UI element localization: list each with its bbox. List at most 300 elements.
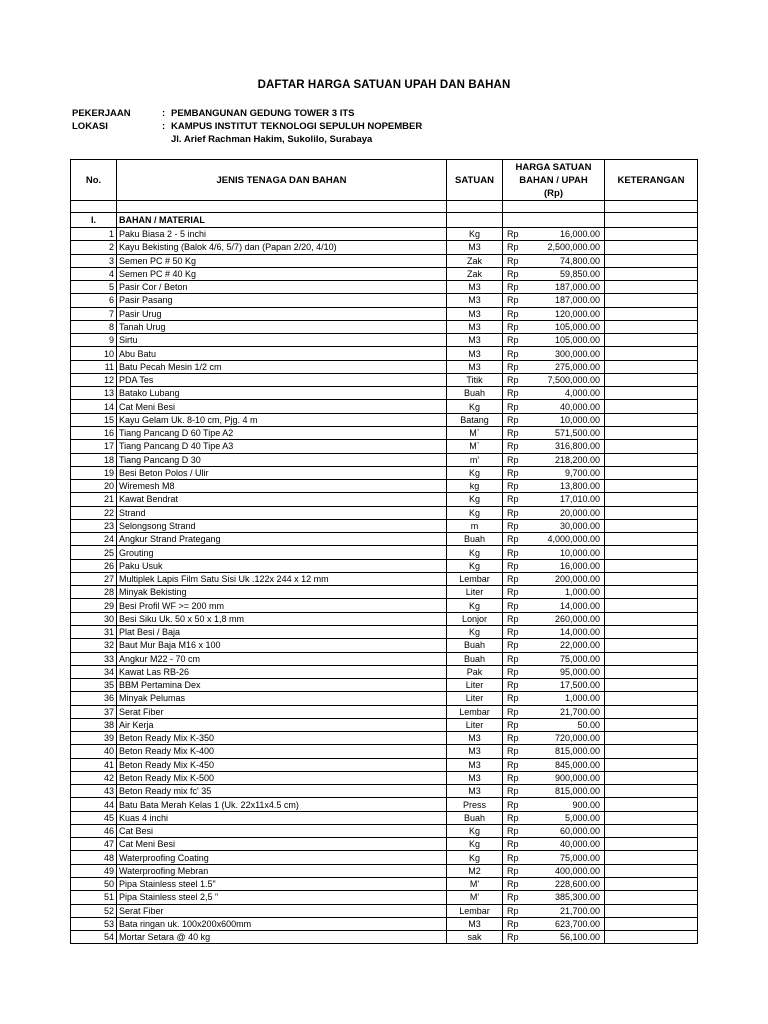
row-price: 17,010.00	[559, 494, 600, 505]
row-currency: Rp	[507, 680, 519, 691]
row-harga	[503, 320, 605, 333]
row-currency: Rp	[507, 865, 519, 876]
row-item: Minyak Pelumas	[117, 692, 447, 705]
table-row	[71, 559, 698, 572]
row-satuan: Liter	[447, 586, 503, 599]
row-price: 900.00	[572, 799, 600, 810]
row-currency: Rp	[507, 640, 519, 651]
table-row	[71, 878, 698, 891]
row-currency: Rp	[507, 229, 519, 240]
row-satuan: Pak	[447, 665, 503, 678]
row-currency: Rp	[507, 693, 519, 704]
table-header-row	[71, 160, 698, 201]
row-harga	[503, 347, 605, 360]
pekerjaan-line	[72, 108, 355, 119]
row-item: Kawat Las RB-26	[117, 665, 447, 678]
row-harga	[503, 228, 605, 241]
row-no: 39	[71, 732, 117, 745]
row-price: 385,300.00	[554, 892, 600, 903]
header-satuan: SATUAN	[447, 160, 503, 201]
row-currency: Rp	[507, 454, 519, 465]
row-no: 5	[71, 281, 117, 294]
row-price: 623,700.00	[554, 918, 600, 929]
row-no: 41	[71, 758, 117, 771]
row-harga	[503, 692, 605, 705]
table-row	[71, 824, 698, 837]
lokasi-colon: :	[162, 121, 166, 132]
row-item: Beton Ready Mix K-400	[117, 745, 447, 758]
table-row	[71, 387, 698, 400]
row-keterangan	[605, 466, 698, 479]
row-keterangan	[605, 665, 698, 678]
row-satuan: Kg	[447, 466, 503, 479]
row-satuan: Kg	[447, 851, 503, 864]
row-item: Bata ringan uk. 100x200x600mm	[117, 917, 447, 930]
row-currency: Rp	[507, 918, 519, 929]
section-row	[71, 213, 698, 228]
row-price: 720,000.00	[554, 733, 600, 744]
row-price: 56,100.00	[559, 932, 600, 943]
row-satuan: m'	[447, 453, 503, 466]
row-keterangan	[605, 453, 698, 466]
row-harga	[503, 241, 605, 254]
row-no: 22	[71, 506, 117, 519]
table-row	[71, 453, 698, 466]
row-currency: Rp	[507, 746, 519, 757]
row-item: Pipa Stainless steel 2,5 "	[117, 891, 447, 904]
row-keterangan	[605, 373, 698, 386]
row-harga	[503, 387, 605, 400]
row-currency: Rp	[507, 719, 519, 730]
row-price: 9,700.00	[564, 467, 600, 478]
row-currency: Rp	[507, 839, 519, 850]
row-keterangan	[605, 387, 698, 400]
row-keterangan	[605, 572, 698, 585]
row-item: Cat Besi	[117, 824, 447, 837]
row-no: 40	[71, 745, 117, 758]
row-currency: Rp	[507, 242, 519, 253]
row-no: 47	[71, 838, 117, 851]
row-harga	[503, 811, 605, 824]
row-currency: Rp	[507, 401, 519, 412]
row-satuan: Kg	[447, 625, 503, 638]
row-currency: Rp	[507, 826, 519, 837]
row-harga	[503, 718, 605, 731]
row-price: 50.00	[577, 719, 600, 730]
row-keterangan	[605, 228, 698, 241]
table-row	[71, 413, 698, 426]
table-row	[71, 241, 698, 254]
row-currency: Rp	[507, 335, 519, 346]
row-keterangan	[605, 785, 698, 798]
row-satuan: Buah	[447, 387, 503, 400]
row-currency: Rp	[507, 321, 519, 332]
row-no: 54	[71, 931, 117, 944]
row-currency: Rp	[507, 812, 519, 823]
table-row	[71, 705, 698, 718]
row-price: 13,800.00	[559, 481, 600, 492]
header-harga-line2: BAHAN / UPAH	[519, 174, 588, 186]
row-no: 8	[71, 320, 117, 333]
row-price: 260,000.00	[554, 613, 600, 624]
row-price: 5,000.00	[564, 812, 600, 823]
row-price: 815,000.00	[554, 786, 600, 797]
row-no: 2	[71, 241, 117, 254]
row-keterangan	[605, 771, 698, 784]
row-price: 14,000.00	[559, 600, 600, 611]
row-currency: Rp	[507, 759, 519, 770]
row-satuan: Liter	[447, 679, 503, 692]
row-keterangan	[605, 413, 698, 426]
row-price: 120,000.00	[554, 308, 600, 319]
row-keterangan	[605, 732, 698, 745]
row-price: 900,000.00	[554, 773, 600, 784]
row-item: Baut Mur Baja M16 x 100	[117, 639, 447, 652]
row-keterangan	[605, 586, 698, 599]
row-satuan: Buah	[447, 811, 503, 824]
row-keterangan	[605, 267, 698, 280]
row-price: 40,000.00	[559, 839, 600, 850]
row-keterangan	[605, 931, 698, 944]
row-keterangan	[605, 294, 698, 307]
table-row	[71, 665, 698, 678]
table-row	[71, 652, 698, 665]
row-currency: Rp	[507, 494, 519, 505]
row-no: 34	[71, 665, 117, 678]
row-harga	[503, 771, 605, 784]
row-keterangan	[605, 917, 698, 930]
row-satuan: M3	[447, 294, 503, 307]
row-keterangan	[605, 426, 698, 439]
row-harga	[503, 572, 605, 585]
table-row	[71, 228, 698, 241]
row-currency: Rp	[507, 879, 519, 890]
row-satuan: Lembar	[447, 705, 503, 718]
row-currency: Rp	[507, 534, 519, 545]
row-keterangan	[605, 480, 698, 493]
row-price: 2,500,000.00	[547, 242, 600, 253]
row-item: Abu Batu	[117, 347, 447, 360]
row-price: 30,000.00	[559, 520, 600, 531]
row-currency: Rp	[507, 613, 519, 624]
row-keterangan	[605, 506, 698, 519]
row-currency: Rp	[507, 308, 519, 319]
row-harga	[503, 466, 605, 479]
row-price: 16,000.00	[559, 560, 600, 571]
table-row	[71, 758, 698, 771]
row-satuan: M3	[447, 758, 503, 771]
row-keterangan	[605, 254, 698, 267]
row-harga	[503, 665, 605, 678]
row-price: 10,000.00	[559, 547, 600, 558]
row-satuan: M`	[447, 426, 503, 439]
row-keterangan	[605, 851, 698, 864]
row-item: Cat Meni Besi	[117, 400, 447, 413]
row-keterangan	[605, 838, 698, 851]
row-satuan: M3	[447, 241, 503, 254]
row-item: Minyak Bekisting	[117, 586, 447, 599]
row-harga	[503, 639, 605, 652]
row-price: 4,000,000.00	[547, 534, 600, 545]
row-no: 6	[71, 294, 117, 307]
row-currency: Rp	[507, 268, 519, 279]
table-row	[71, 904, 698, 917]
row-price: 75,000.00	[559, 852, 600, 863]
row-currency: Rp	[507, 348, 519, 359]
row-satuan: Titik	[447, 373, 503, 386]
row-price: 14,000.00	[559, 627, 600, 638]
row-harga	[503, 798, 605, 811]
row-satuan: M3	[447, 334, 503, 347]
row-satuan: Kg	[447, 599, 503, 612]
row-currency: Rp	[507, 574, 519, 585]
row-currency: Rp	[507, 733, 519, 744]
row-no: 51	[71, 891, 117, 904]
row-no: 26	[71, 559, 117, 572]
row-item: Beton Ready mix fc' 35	[117, 785, 447, 798]
row-no: 37	[71, 705, 117, 718]
row-item: Batu Pecah Mesin 1/2 cm	[117, 360, 447, 373]
row-harga	[503, 625, 605, 638]
row-no: 15	[71, 413, 117, 426]
row-no: 45	[71, 811, 117, 824]
row-item: Multiplek Lapis Film Satu Sisi Uk .122x 244 x 12 mm	[117, 572, 447, 585]
table-row	[71, 493, 698, 506]
row-keterangan	[605, 559, 698, 572]
row-satuan: M2	[447, 864, 503, 877]
table-row	[71, 347, 698, 360]
row-satuan: Buah	[447, 639, 503, 652]
row-satuan: Kg	[447, 228, 503, 241]
row-currency: Rp	[507, 600, 519, 611]
table-row	[71, 440, 698, 453]
row-currency: Rp	[507, 428, 519, 439]
row-price: 17,500.00	[559, 680, 600, 691]
table-row	[71, 745, 698, 758]
row-price: 21,700.00	[559, 706, 600, 717]
row-satuan: M'	[447, 891, 503, 904]
row-harga	[503, 294, 605, 307]
row-no: 27	[71, 572, 117, 585]
row-no: 53	[71, 917, 117, 930]
row-item: Tiang Pancang D 40 Tipe A3	[117, 440, 447, 453]
table-row	[71, 864, 698, 877]
row-currency: Rp	[507, 905, 519, 916]
row-harga	[503, 400, 605, 413]
row-harga	[503, 824, 605, 837]
price-table	[70, 159, 698, 944]
section-label: BAHAN / MATERIAL	[117, 213, 447, 228]
row-keterangan	[605, 400, 698, 413]
row-item: Kawat Bendrat	[117, 493, 447, 506]
row-satuan: M3	[447, 320, 503, 333]
header-harga-line1: HARGA SATUAN	[515, 161, 592, 173]
row-satuan: Lembar	[447, 572, 503, 585]
table-row	[71, 519, 698, 532]
row-harga	[503, 413, 605, 426]
row-item: Batako Lubang	[117, 387, 447, 400]
row-satuan: m	[447, 519, 503, 532]
row-no: 16	[71, 426, 117, 439]
row-currency: Rp	[507, 282, 519, 293]
pekerjaan-label: PEKERJAAN	[72, 108, 131, 119]
row-keterangan	[605, 612, 698, 625]
row-harga	[503, 586, 605, 599]
row-item: PDA Tes	[117, 373, 447, 386]
row-harga	[503, 440, 605, 453]
row-satuan: Buah	[447, 652, 503, 665]
row-harga	[503, 254, 605, 267]
table-row	[71, 506, 698, 519]
row-currency: Rp	[507, 773, 519, 784]
row-harga	[503, 652, 605, 665]
row-currency: Rp	[507, 587, 519, 598]
table-row	[71, 599, 698, 612]
pekerjaan-value: PEMBANGUNAN GEDUNG TOWER 3 ITS	[171, 108, 355, 119]
row-currency: Rp	[507, 255, 519, 266]
row-item: Semen PC # 40 Kg	[117, 267, 447, 280]
row-price: 400,000.00	[554, 865, 600, 876]
row-item: Air Kerja	[117, 718, 447, 731]
row-item: Paku Usuk	[117, 559, 447, 572]
row-satuan: Lonjor	[447, 612, 503, 625]
row-harga	[503, 878, 605, 891]
row-satuan: M'	[447, 878, 503, 891]
row-harga	[503, 917, 605, 930]
row-currency: Rp	[507, 799, 519, 810]
row-price: 228,600.00	[554, 879, 600, 890]
row-no: 48	[71, 851, 117, 864]
header-jenis: JENIS TENAGA DAN BAHAN	[117, 160, 447, 201]
row-no: 46	[71, 824, 117, 837]
row-price: 815,000.00	[554, 746, 600, 757]
row-currency: Rp	[507, 666, 519, 677]
row-price: 75,000.00	[559, 653, 600, 664]
row-no: 36	[71, 692, 117, 705]
row-satuan: Zak	[447, 267, 503, 280]
table-row	[71, 294, 698, 307]
row-harga	[503, 267, 605, 280]
row-harga	[503, 705, 605, 718]
row-currency: Rp	[507, 467, 519, 478]
row-satuan: Liter	[447, 692, 503, 705]
row-no: 31	[71, 625, 117, 638]
row-no: 21	[71, 493, 117, 506]
row-harga	[503, 612, 605, 625]
row-keterangan	[605, 824, 698, 837]
row-price: 16,000.00	[559, 229, 600, 240]
row-keterangan	[605, 745, 698, 758]
table-row	[71, 851, 698, 864]
row-harga	[503, 493, 605, 506]
row-item: Angkur M22 - 70 cm	[117, 652, 447, 665]
row-harga	[503, 480, 605, 493]
row-harga	[503, 904, 605, 917]
row-harga	[503, 334, 605, 347]
table-row	[71, 917, 698, 930]
row-item: Besi Profil WF >= 200 mm	[117, 599, 447, 612]
row-price: 187,000.00	[554, 282, 600, 293]
row-harga	[503, 519, 605, 532]
row-item: Beton Ready Mix K-350	[117, 732, 447, 745]
row-harga	[503, 931, 605, 944]
row-item: BBM Pertamina Dex	[117, 679, 447, 692]
row-no: 30	[71, 612, 117, 625]
row-no: 17	[71, 440, 117, 453]
row-keterangan	[605, 639, 698, 652]
row-satuan: sak	[447, 931, 503, 944]
row-currency: Rp	[507, 627, 519, 638]
row-currency: Rp	[507, 653, 519, 664]
table-row	[71, 254, 698, 267]
row-satuan: Kg	[447, 546, 503, 559]
row-no: 25	[71, 546, 117, 559]
row-price: 59,850.00	[559, 268, 600, 279]
row-price: 21,700.00	[559, 905, 600, 916]
row-item: Selongsong Strand	[117, 519, 447, 532]
row-price: 7,500,000.00	[547, 375, 600, 386]
lokasi-value: KAMPUS INSTITUT TEKNOLOGI SEPULUH NOPEMBER	[171, 121, 423, 132]
row-item: Kayu Gelam Uk. 8-10 cm, Pjg. 4 m	[117, 413, 447, 426]
table-row	[71, 267, 698, 280]
row-no: 52	[71, 904, 117, 917]
row-no: 28	[71, 586, 117, 599]
row-price: 200,000.00	[554, 574, 600, 585]
row-currency: Rp	[507, 520, 519, 531]
row-keterangan	[605, 679, 698, 692]
row-harga	[503, 758, 605, 771]
row-harga	[503, 281, 605, 294]
row-satuan: M`	[447, 440, 503, 453]
row-harga	[503, 307, 605, 320]
row-price: 95,000.00	[559, 666, 600, 677]
row-no: 24	[71, 533, 117, 546]
row-harga	[503, 851, 605, 864]
row-currency: Rp	[507, 441, 519, 452]
row-keterangan	[605, 519, 698, 532]
row-keterangan	[605, 493, 698, 506]
table-row	[71, 838, 698, 851]
row-harga	[503, 891, 605, 904]
row-item: Mortar Setara @ 40 kg	[117, 931, 447, 944]
row-satuan: Batang	[447, 413, 503, 426]
row-keterangan	[605, 652, 698, 665]
lokasi-line	[72, 121, 422, 132]
row-harga	[503, 373, 605, 386]
row-item: Semen PC # 50 Kg	[117, 254, 447, 267]
row-item: Serat Fiber	[117, 904, 447, 917]
table-row	[71, 572, 698, 585]
row-item: Tiang Pancang D 30	[117, 453, 447, 466]
row-price: 105,000.00	[554, 335, 600, 346]
row-currency: Rp	[507, 932, 519, 943]
row-currency: Rp	[507, 706, 519, 717]
row-price: 4,000.00	[564, 388, 600, 399]
row-keterangan	[605, 281, 698, 294]
lokasi-label: LOKASI	[72, 121, 108, 132]
row-no: 3	[71, 254, 117, 267]
table-row	[71, 692, 698, 705]
table-row	[71, 320, 698, 333]
alamat-line: Jl. Arief Rachman Hakim, Sukolilo, Surabaya	[171, 134, 373, 145]
header-harga	[503, 160, 605, 201]
row-item: Tanah Urug	[117, 320, 447, 333]
table-row	[71, 281, 698, 294]
row-item: Waterproofing Mebran	[117, 864, 447, 877]
row-item: Tiang Pancang D 60 Tipe A2	[117, 426, 447, 439]
table-row	[71, 480, 698, 493]
row-price: 40,000.00	[559, 401, 600, 412]
